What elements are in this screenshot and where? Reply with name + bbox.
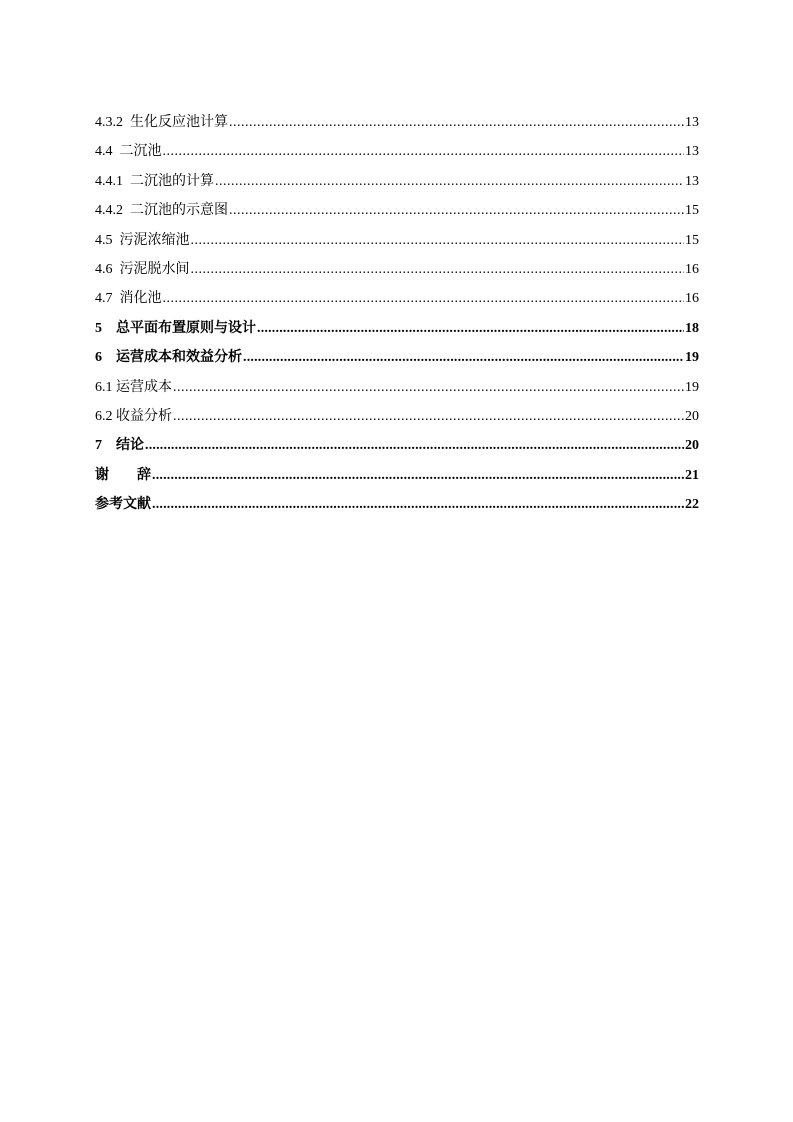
toc-entry[interactable]: [95, 406, 699, 435]
toc-dot-leader: [152, 494, 684, 516]
toc-chapter-entry[interactable]: [95, 347, 699, 376]
toc-chapter-entry[interactable]: [95, 494, 699, 523]
toc-entry-title: 4.3.2 生化反应池计算: [95, 115, 228, 130]
toc-entry[interactable]: [95, 259, 699, 288]
toc-entry-title: 4.4.2 二沉池的示意图: [95, 203, 228, 219]
toc-dot-leader: [145, 435, 684, 457]
toc-entry-title: 4.7 消化池: [95, 291, 162, 307]
toc-dot-leader: [163, 141, 685, 163]
toc-entry[interactable]: [95, 288, 699, 317]
toc-entry-title: 4.5 污泥浓缩池: [95, 232, 190, 248]
table-of-contents: [95, 112, 699, 523]
toc-entry[interactable]: [95, 230, 699, 259]
toc-dot-leader: [173, 377, 684, 399]
toc-entry-page: 15: [685, 232, 699, 248]
toc-entry-title: 4.4 二沉池: [95, 144, 162, 160]
toc-dot-leader: [257, 318, 684, 340]
toc-entry-title: 5 总平面布置原则与设计: [95, 320, 256, 336]
toc-dot-leader: [229, 112, 684, 134]
toc-entry-title: 6 运营成本和效益分析: [95, 350, 242, 366]
toc-entry-title: 6.1 运营成本: [95, 379, 172, 395]
toc-entry[interactable]: [95, 141, 699, 170]
toc-entry-page: 13: [685, 173, 699, 189]
toc-entry-page: 16: [685, 291, 699, 307]
toc-entry-title: 参考文献: [95, 497, 151, 513]
toc-chapter-entry[interactable]: [95, 435, 699, 464]
toc-entry-page: 21: [685, 467, 699, 483]
toc-chapter-entry[interactable]: [95, 465, 699, 494]
toc-entry-title: 谢 辞: [95, 467, 151, 483]
toc-entry[interactable]: [95, 112, 699, 141]
toc-entry-title: 4.4.1 二沉池的计算: [95, 173, 214, 189]
toc-entry-page: 19: [685, 350, 699, 366]
toc-entry-page: 13: [685, 115, 699, 130]
toc-entry-title: 7 结论: [95, 438, 144, 454]
toc-entry-page: 16: [685, 261, 699, 277]
toc-dot-leader: [163, 288, 685, 310]
toc-entry[interactable]: [95, 171, 699, 200]
toc-entry-page: 22: [685, 497, 699, 513]
toc-entry-title: 6.2 收益分析: [95, 408, 172, 424]
toc-entry[interactable]: [95, 377, 699, 406]
toc-entry-page: 20: [685, 408, 699, 424]
toc-dot-leader: [152, 465, 684, 487]
toc-entry-page: 19: [685, 379, 699, 395]
toc-entry[interactable]: [95, 200, 699, 229]
toc-entry-page: 20: [685, 438, 699, 454]
toc-dot-leader: [215, 171, 684, 193]
toc-entry-page: 15: [685, 203, 699, 219]
toc-chapter-entry[interactable]: [95, 318, 699, 347]
toc-dot-leader: [191, 259, 685, 281]
toc-entry-title: 4.6 污泥脱水间: [95, 261, 190, 277]
toc-dot-leader: [243, 347, 684, 369]
toc-entry-page: 13: [685, 144, 699, 160]
toc-entry-page: 18: [685, 320, 699, 336]
toc-dot-leader: [191, 230, 685, 252]
toc-dot-leader: [229, 200, 684, 222]
toc-dot-leader: [173, 406, 684, 428]
